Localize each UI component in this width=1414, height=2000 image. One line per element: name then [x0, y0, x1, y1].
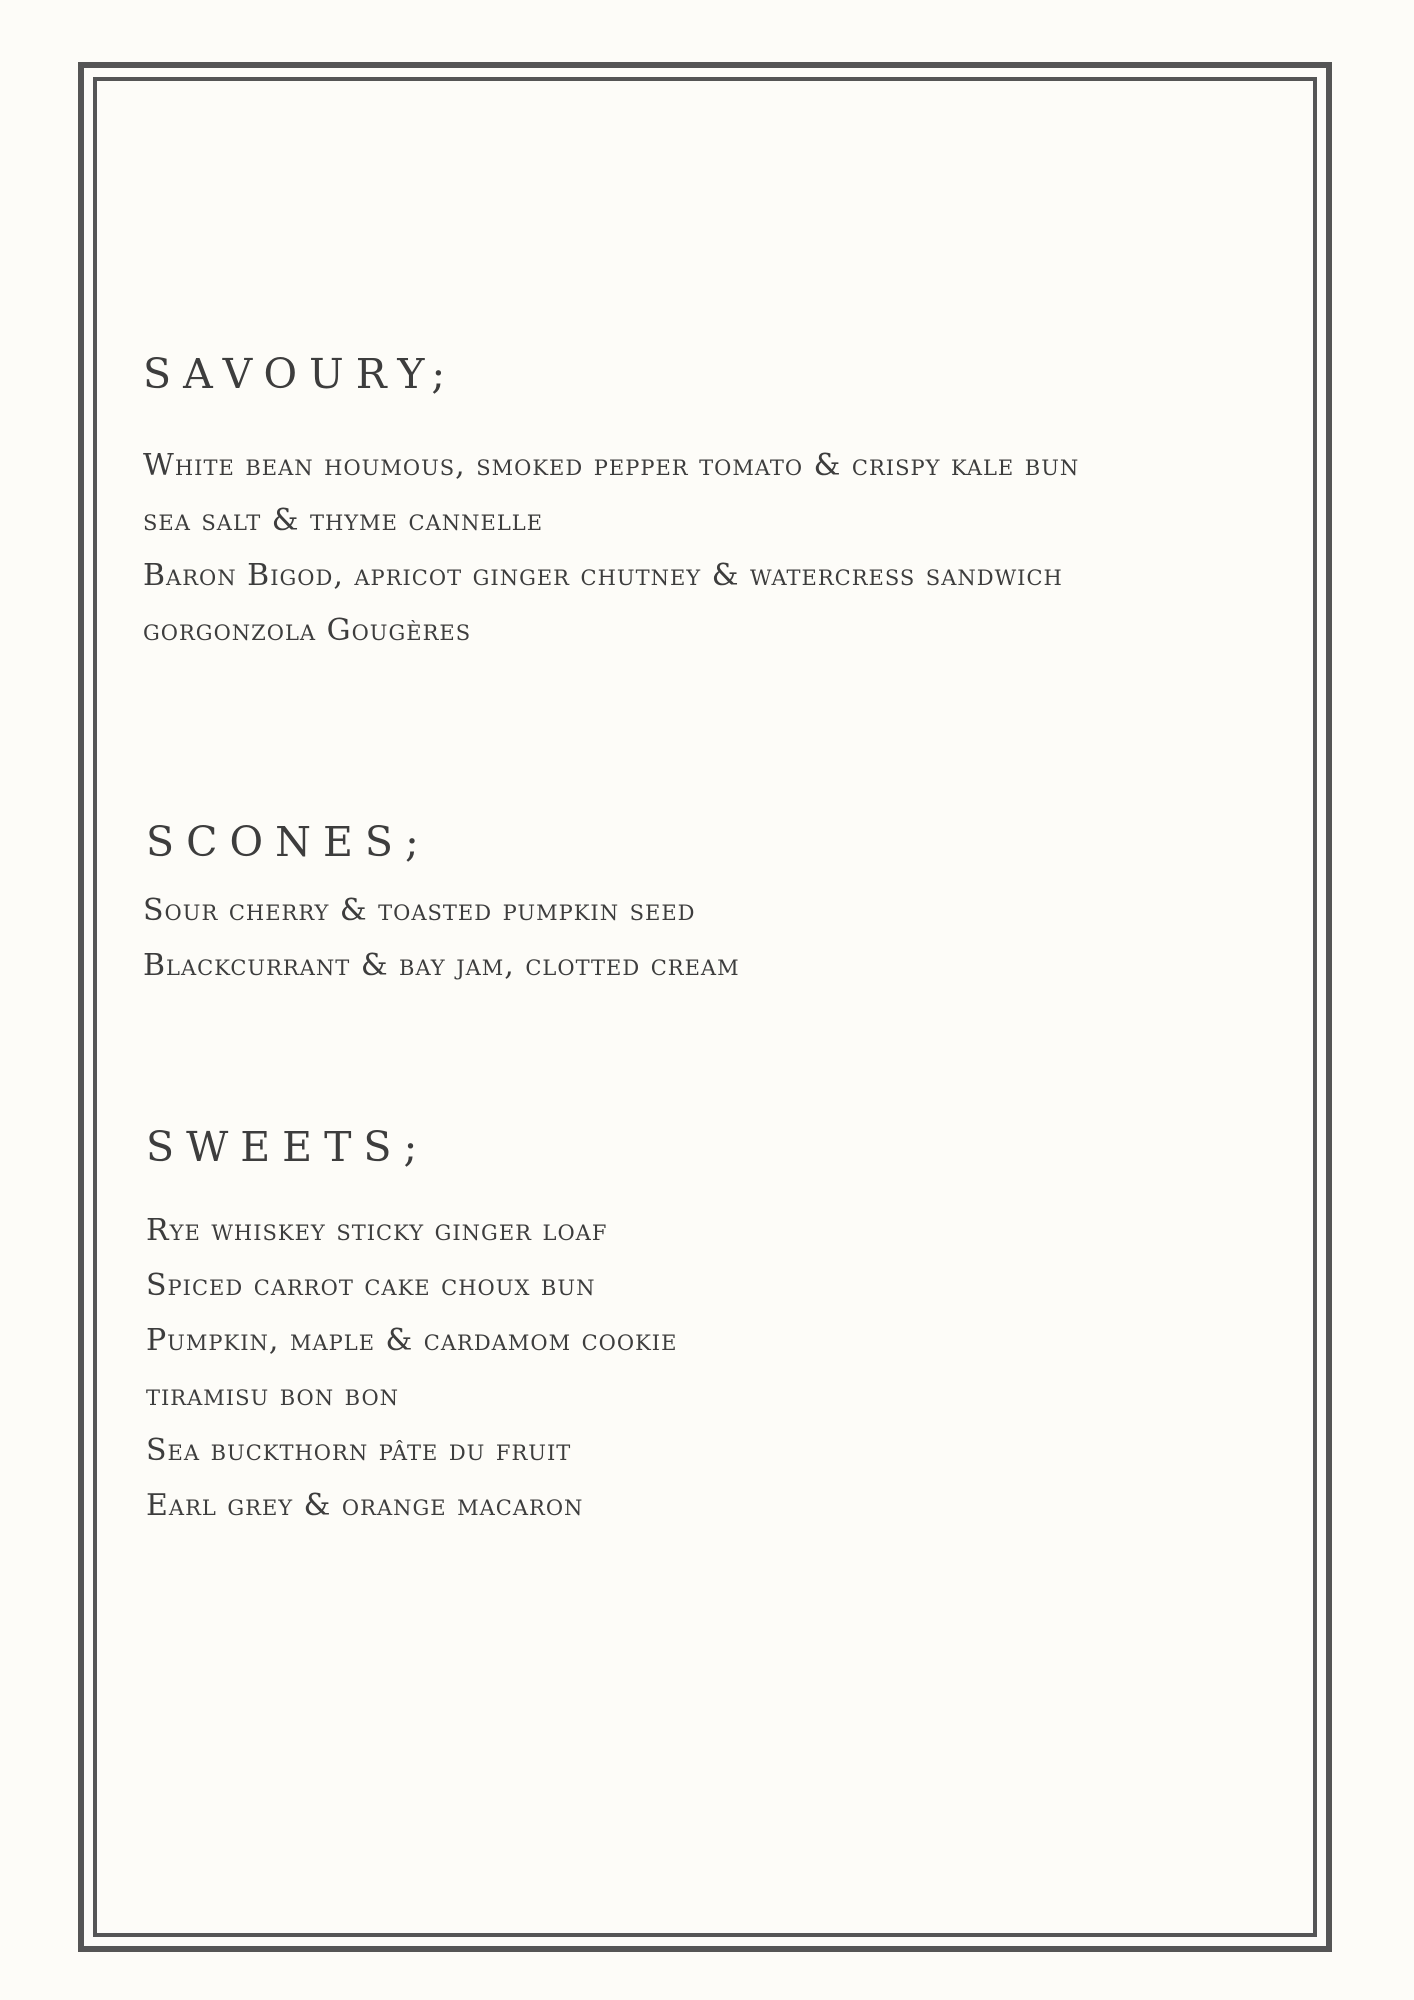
menu-item: tiramisu bon bon — [146, 1378, 400, 1413]
menu-item: Spiced carrot cake choux bun — [146, 1268, 596, 1303]
section-sweets — [146, 1123, 678, 1533]
menu-border-outer — [78, 62, 1332, 1952]
section-scones — [143, 818, 743, 993]
menu-item: White bean houmous, smoked pepper tomato & crispy kale bun — [143, 448, 1080, 483]
menu-item: Pumpkin, maple & cardamom cookie — [146, 1323, 678, 1358]
menu-item: Sea buckthorn pâte du fruit — [146, 1433, 572, 1468]
menu-item: Earl grey & orange macaron — [146, 1488, 584, 1523]
menu-item: Rye whiskey sticky ginger loaf — [146, 1213, 608, 1248]
menu-item: Baron Bigod, apricot ginger chutney & watercress sandwich — [143, 558, 1063, 593]
scones-item-list — [143, 883, 740, 993]
menu-item: Sour cherry & toasted pumpkin seed — [143, 893, 696, 928]
section-savoury — [143, 350, 1080, 658]
section-heading-sweets: SWEETS; — [146, 1123, 430, 1171]
menu-item: gorgonzola Gougères — [143, 613, 472, 648]
section-heading-savoury: SAVOURY; — [143, 350, 458, 398]
menu-item: Blackcurrant & bay jam, clotted cream — [143, 948, 740, 983]
savoury-item-list — [143, 438, 1079, 658]
sweets-item-list — [146, 1203, 677, 1533]
menu-item: sea salt & thyme cannelle — [143, 503, 544, 538]
section-heading-scones: SCONES; — [146, 818, 431, 866]
